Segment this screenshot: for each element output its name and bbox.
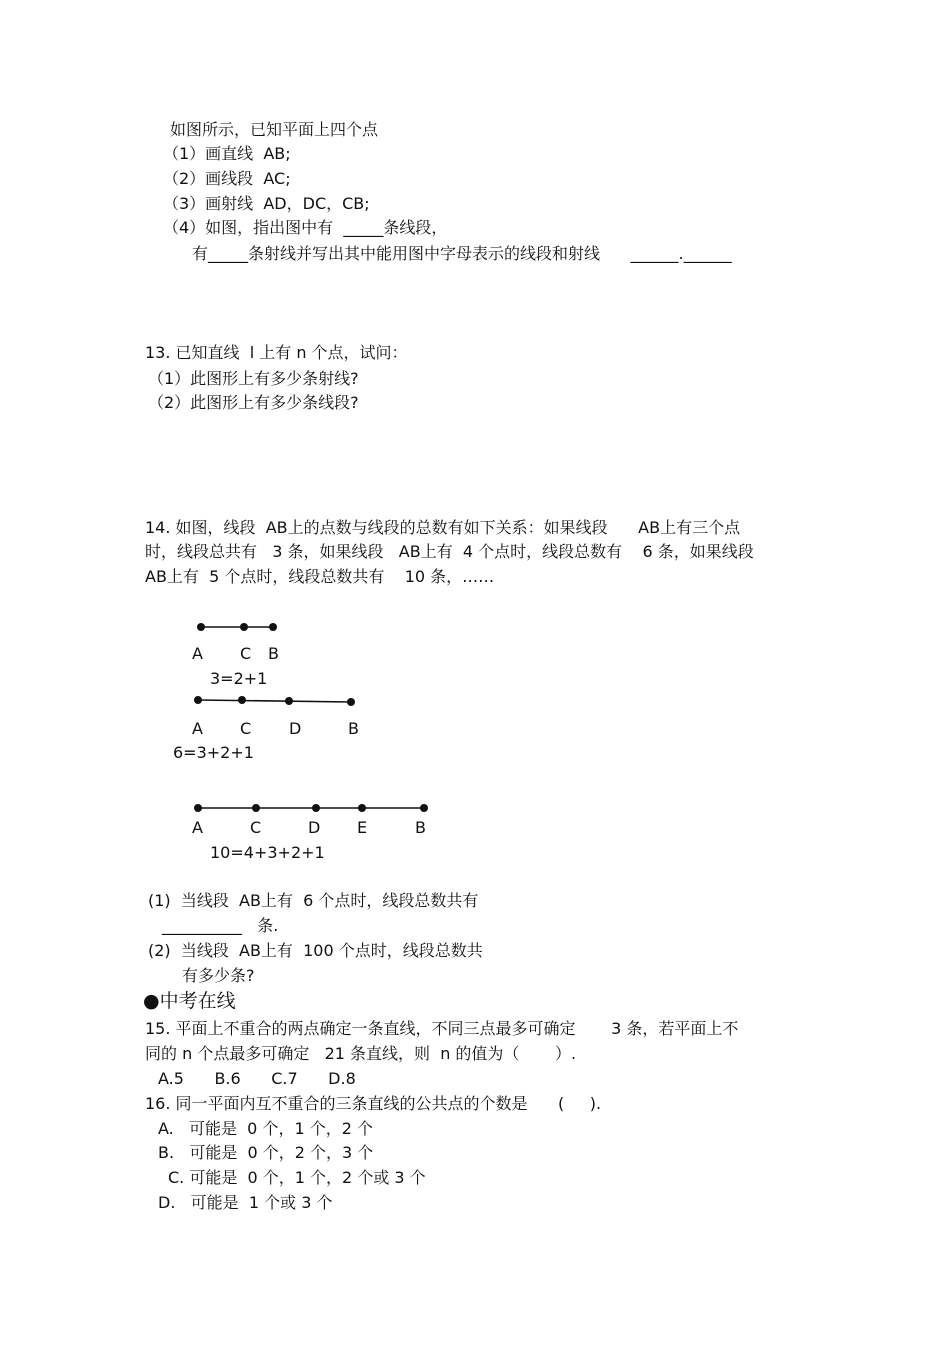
section-heading: ●中考在线 (143, 990, 236, 1012)
figure-3-label-d: D (308, 818, 321, 837)
figure-2-label-c: C (240, 719, 252, 738)
figure-1-formula: 3=2+1 (210, 669, 268, 688)
q15-stem-line-1: 15. 平面上不重合的两点确定一条直线，不同三点最多可确定 3 条，若平面上不 (145, 1019, 739, 1038)
q14-sub-2: (2) 当线段 AB上有 100 个点时，线段总数共 (148, 941, 483, 960)
q12-item-4: （4）如图，指出图中有 _____条线段， (163, 218, 448, 237)
figure-3-point-b (420, 804, 428, 812)
figure-3-point-a (194, 804, 202, 812)
figure-2-label-a: A (192, 719, 203, 738)
figure-3-point-e (358, 804, 366, 812)
figure-3-label-e: E (357, 818, 368, 837)
q13-item-2: （2）此图形上有多少条线段? (148, 393, 359, 412)
figure-2-point-c (238, 696, 246, 704)
q12-item-2: （2）画线段 AC; (163, 169, 291, 188)
q14-stem-line-1: 14. 如图，线段 AB上的点数与线段的总数有如下关系：如果线段 AB上有三个点 (145, 518, 741, 537)
q13-item-1: （1）此图形上有多少条射线? (148, 369, 359, 388)
figure-2-point-d (285, 697, 293, 705)
figure-2-label-b: B (348, 719, 359, 738)
q12-item-4-continued: 有_____条射线并写出其中能用图中字母表示的线段和射线 ______.______ (192, 244, 732, 263)
figure-3-label-c: C (250, 818, 262, 837)
figure-2-line (198, 700, 351, 702)
figure-2-segment (194, 696, 355, 706)
figure-3-segment (194, 804, 428, 812)
figure-2-label-d: D (289, 719, 302, 738)
q14-sub-1-blank: __________ 条. (162, 916, 279, 935)
figure-2-point-a (194, 696, 202, 704)
q16-stem: 16. 同一平面内互不重合的三条直线的公共点的个数是 ( ). (145, 1094, 602, 1113)
q13-stem: 13. 已知直线 l 上有 n 个点，试问： (145, 343, 408, 362)
figure-3-label-a: A (192, 818, 203, 837)
q16-option-c: C. 可能是 0 个，1 个，2 个或 3 个 (168, 1168, 426, 1187)
figure-1-label-c: C (240, 644, 252, 663)
q14-sub-1: (1) 当线段 AB上有 6 个点时，线段总数共有 (148, 891, 479, 910)
q16-option-a: A. 可能是 0 个，1 个，2 个 (158, 1119, 373, 1138)
q16-option-d: D. 可能是 1 个或 3 个 (158, 1193, 333, 1212)
q14-stem-line-3: AB上有 5 个点时，线段总数共有 10 条，…… (145, 567, 495, 586)
figure-1-label-b: B (268, 644, 279, 663)
figure-1-point-c (240, 623, 248, 631)
figure-3-label-b: B (415, 818, 426, 837)
q16-option-b: B. 可能是 0 个，2 个，3 个 (158, 1143, 374, 1162)
q12-item-1: （1）画直线 AB; (163, 144, 291, 163)
figure-2-point-b (347, 698, 355, 706)
q15-options: A.5 B.6 C.7 D.8 (158, 1069, 356, 1088)
q12-item-3: （3）画射线 AD，DC，CB; (163, 194, 370, 213)
q15-stem-line-2: 同的 n 个点最多可确定 21 条直线，则 n 的值为（ ）. (145, 1044, 577, 1063)
q12-intro: 如图所示，已知平面上四个点 (170, 120, 379, 139)
q14-sub-2-continued: 有多少条? (182, 966, 255, 985)
figure-1-segment (197, 623, 277, 631)
figure-3-point-c (252, 804, 260, 812)
figure-3-formula: 10=4+3+2+1 (210, 843, 325, 862)
figure-1-point-b (269, 623, 277, 631)
figure-3-point-d (312, 804, 320, 812)
figure-2-formula: 6=3+2+1 (173, 743, 254, 762)
figure-1-label-a: A (192, 644, 203, 663)
q14-stem-line-2: 时，线段总共有 3 条，如果线段 AB上有 4 个点时，线段总数有 6 条，如果线段 (145, 542, 754, 561)
figure-1-point-a (197, 623, 205, 631)
